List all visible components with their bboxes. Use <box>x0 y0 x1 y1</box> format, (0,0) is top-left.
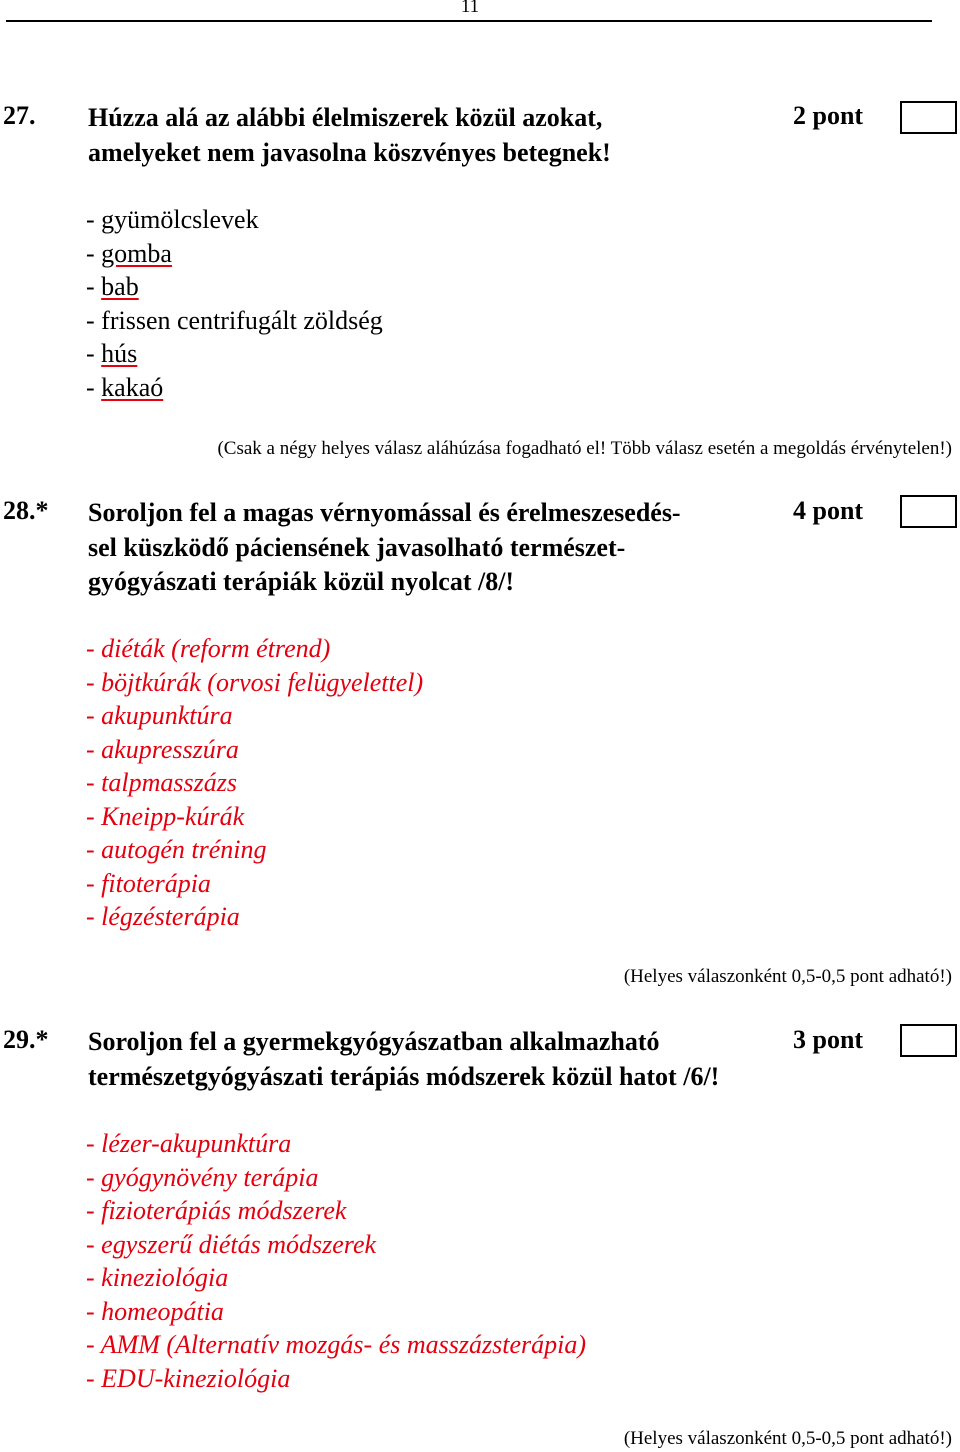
question-28-title-line: sel küszködő páciensének javasolható természet- <box>88 532 626 562</box>
item-dash: - <box>86 372 102 402</box>
question-28-grading-note: (Helyes válaszonként 0,5-0,5 pont adható!) <box>623 966 952 987</box>
answer-item: - böjtkúrák (orvosi felügyelettel) <box>86 667 424 697</box>
question-27-food-list <box>86 203 383 404</box>
answer-item: - diéták (reform étrend) <box>86 634 331 663</box>
answer-item: - homeopátia <box>86 1296 224 1326</box>
food-item[interactable] <box>86 337 383 371</box>
question-28-number: 28.* <box>3 496 49 525</box>
underlined-item-text: kakaó <box>101 372 164 402</box>
food-item[interactable] <box>86 203 383 237</box>
answer-item: - gyógynövény terápia <box>86 1162 319 1192</box>
question-28-points: 4 pont <box>793 496 864 525</box>
question-29-title-line: természetgyógyászati terápiás módszerek közül hatot /6/! <box>88 1061 720 1091</box>
question-29-title <box>88 1025 719 1094</box>
item-dash: - <box>86 305 102 335</box>
answer-item: - talpmasszázs <box>86 768 237 797</box>
underlined-item-text: bab <box>101 272 139 301</box>
answer-item: - autogén tréning <box>86 835 267 864</box>
answer-item: - EDU-kineziológia <box>86 1363 291 1393</box>
answer-item: - kineziológia <box>86 1263 229 1292</box>
item-dash: - <box>86 205 102 234</box>
answer-item: - egyszerű diétás módszerek <box>86 1229 377 1259</box>
answer-item: - akupresszúra <box>86 734 239 764</box>
food-item[interactable] <box>86 270 383 304</box>
question-27-points: 2 pont <box>793 101 864 130</box>
answer-item: - Kneipp-kúrák <box>86 801 245 831</box>
underlined-item-text: gomba <box>101 238 172 268</box>
food-item[interactable] <box>86 304 383 338</box>
question-28-title-line: gyógyászati terápiák közül nyolcat /8/! <box>88 567 515 596</box>
header-divider <box>6 20 932 22</box>
question-27-score-box[interactable] <box>900 101 957 134</box>
question-27-title-line: amelyeket nem javasolna köszvényes betegnek! <box>88 137 611 167</box>
food-item[interactable] <box>86 237 383 271</box>
answer-item: - lézer-akupunktúra <box>86 1129 292 1158</box>
answer-item: - AMM (Alternatív mozgás- és masszázsterápia) <box>86 1330 586 1359</box>
question-29-title-line: Soroljon fel a gyermekgyógyászatban alkalmazható <box>88 1027 660 1056</box>
page-number: 11 <box>460 0 480 17</box>
answer-item: - fitoterápia <box>86 868 211 898</box>
item-text: gyümölcslevek <box>101 205 259 234</box>
item-text: frissen centrifugált zöldség <box>101 305 383 335</box>
question-29-grading-note: (Helyes válaszonként 0,5-0,5 pont adható!) <box>623 1428 952 1449</box>
question-28-title-line: Soroljon fel a magas vérnyomással és érelmeszesedés- <box>88 498 681 527</box>
question-28-title <box>88 496 681 600</box>
item-dash: - <box>86 238 102 268</box>
question-28-score-box[interactable] <box>900 495 957 528</box>
question-29-number: 29.* <box>3 1025 49 1054</box>
underlined-item-text: hús <box>101 339 138 368</box>
question-28-answer-list <box>86 632 423 934</box>
question-27-grading-note: (Csak a négy helyes válasz aláhúzása fogadható el! Több válasz esetén a megoldás érvénytelen!) <box>217 438 952 459</box>
question-29-score-box[interactable] <box>900 1024 957 1057</box>
item-dash: - <box>86 272 102 301</box>
question-29-points: 3 pont <box>793 1025 864 1054</box>
question-27-title-line: Húzza alá az alábbi élelmiszerek közül azokat, <box>88 103 603 132</box>
answer-item: - fizioterápiás módszerek <box>86 1196 347 1225</box>
question-29-answer-list <box>86 1127 586 1395</box>
item-dash: - <box>86 339 102 368</box>
answer-item: - légzésterápia <box>86 902 240 931</box>
question-27-title <box>88 101 611 170</box>
answer-item: - akupunktúra <box>86 701 233 730</box>
question-27-number: 27. <box>3 101 36 130</box>
food-item[interactable] <box>86 371 383 405</box>
